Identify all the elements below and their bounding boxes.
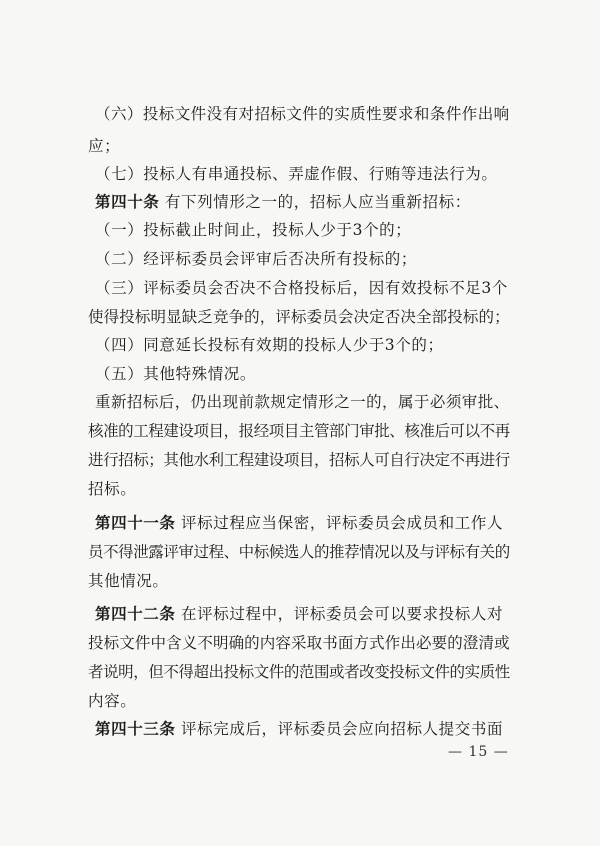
text-line: 投标文件中含义不明确的内容采取书面方式作出必要的澄清或	[88, 634, 510, 652]
article-text: 评标过程应当保密，评标委员会成员和工作人	[175, 514, 504, 532]
article-heading: 第四十一条	[95, 513, 176, 532]
article-line	[95, 604, 503, 624]
article-heading: 第四十条	[95, 192, 160, 211]
page-number: — 15 —	[448, 744, 509, 760]
text-line: 员不得泄露评审过程、中标候选人的推荐情况以及与评标有关的	[88, 543, 510, 561]
text-line: 进行招标；其他水利工程建设项目，招标人可自行决定不再进行	[88, 451, 510, 469]
text-line: 招标。	[88, 480, 137, 498]
article-heading: 第四十三条	[95, 719, 176, 738]
text-line: 内容。	[88, 692, 137, 710]
text-line: （三）评标委员会否决不合格投标后，因有效投标不足3个	[95, 279, 508, 297]
text-line: （六）投标文件没有对招标文件的实质性要求和条件作出响	[95, 105, 510, 123]
text-line: （二）经评标委员会评审后否决所有投标的；	[95, 250, 418, 268]
text-line: 使得投标明显缺乏竞争的，评标委员会决定否决全部投标的；	[88, 308, 510, 326]
article-line	[95, 192, 471, 212]
text-line: 其他情况。	[88, 572, 169, 590]
text-line: 应；	[88, 137, 121, 155]
article-text: 评标完成后，评标委员会应向招标人提交书面	[175, 720, 504, 738]
text-line: （七）投标人有串通投标、弄虚作假、行贿等违法行为。	[95, 165, 498, 183]
article-line	[95, 719, 503, 739]
text-line: （五）其他特殊情况。	[95, 365, 257, 383]
text-line: 者说明，但不得超出投标文件的范围或者改变投标文件的实质性	[88, 663, 510, 681]
article-heading: 第四十二条	[95, 604, 176, 623]
text-line: （一）投标截止时间止，投标人少于3个的；	[95, 221, 412, 239]
text-line: 核准的工程建设项目，报经项目主管部门审批、核准后可以不再	[88, 422, 510, 440]
article-text: 在评标过程中，评标委员会可以要求投标人对	[175, 605, 504, 623]
article-text: 有下列情形之一的，招标人应当重新招标：	[159, 193, 471, 211]
text-line: （四）同意延长投标有效期的投标人少于3个的；	[95, 336, 444, 354]
text-line: 重新招标后，仍出现前款规定情形之一的，属于必须审批、	[95, 393, 510, 411]
article-line	[95, 513, 503, 533]
